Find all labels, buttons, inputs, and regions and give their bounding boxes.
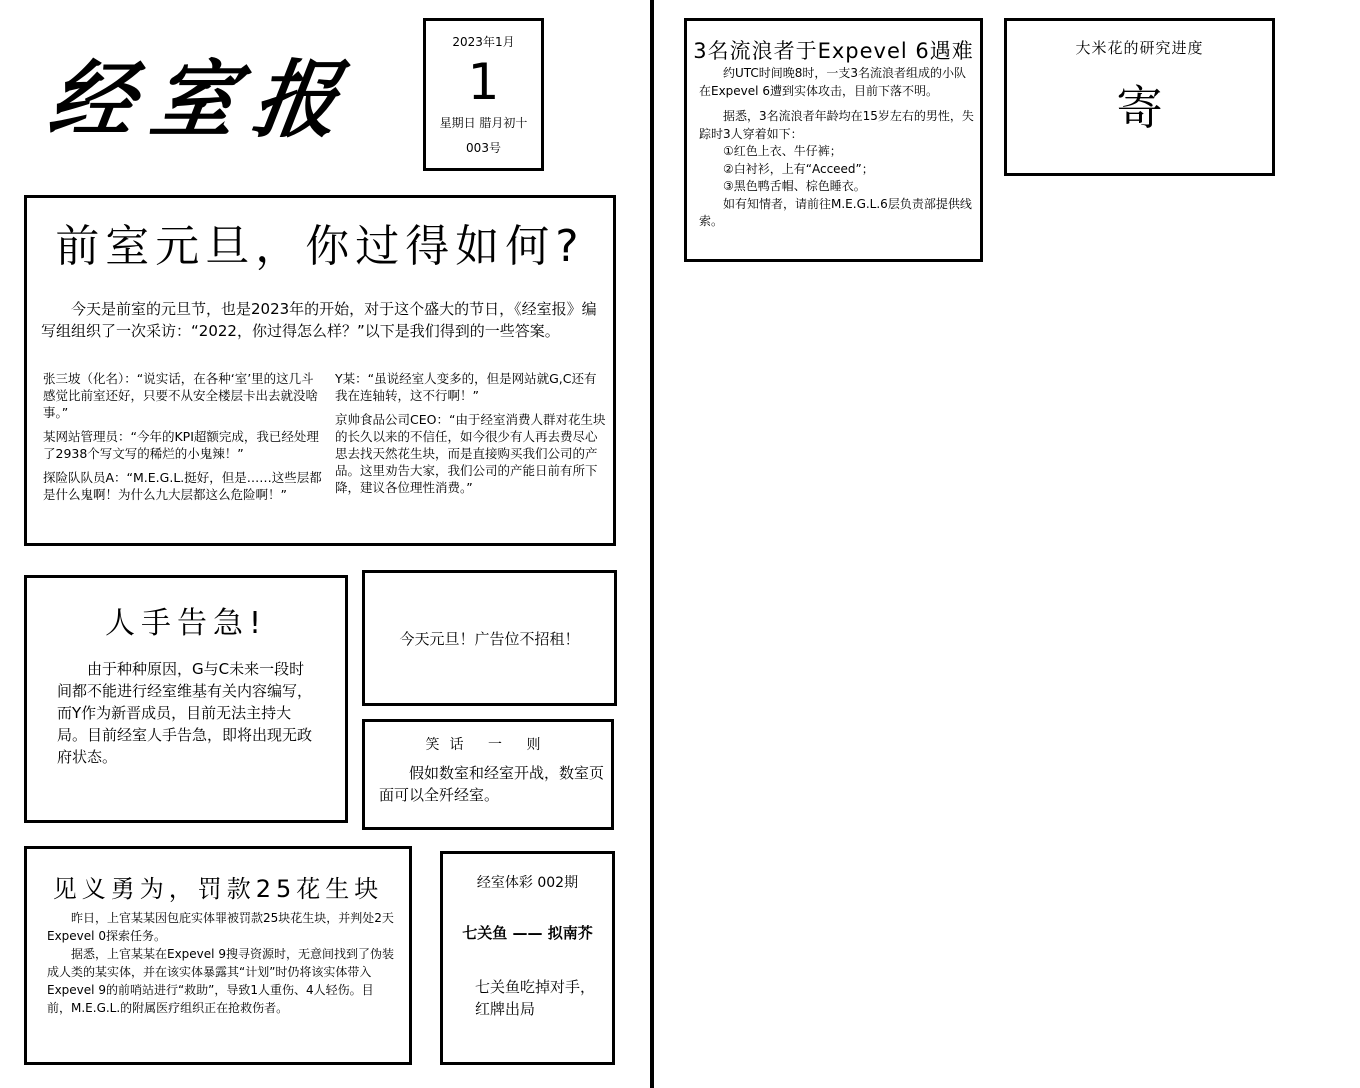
paragraph: 据悉，3名流浪者年龄均在15岁左右的男性，失踪时3人穿着如下：	[699, 109, 974, 141]
staff-shortage-article	[24, 575, 348, 823]
lottery-box	[440, 851, 615, 1065]
ad-box	[362, 570, 617, 706]
fine-body	[47, 909, 397, 1017]
research-title: 大米花的研究进度	[1075, 39, 1204, 57]
list-item: ②白衬衫，上有“Acceed”；	[723, 161, 874, 176]
list-item: ①红色上衣、牛仔裤；	[723, 144, 842, 158]
date-box	[423, 18, 544, 171]
staff-body: 由于种种原因，G与C未来一段时间都不能进行经室维基有关内容编写，而Y作为新晋成员，目前无法主持大局。目前经室人手告急，即将出现无政府状态。	[57, 660, 313, 766]
main-intro: 今天是前室的元旦节，也是2023年的开始，对于这个盛大的节日，《经室报》编写组组织了一次采访：“2022，你过得怎么样？”以下是我们得到的一些答案。	[41, 300, 597, 340]
lottery-result: 七关鱼吃掉对手，红牌出局	[475, 978, 596, 1018]
joke-body: 假如数室和经室开战，数室页面可以全歼经室。	[379, 764, 605, 804]
research-progress-box	[1004, 18, 1275, 176]
fine-article	[24, 846, 412, 1065]
missing-headline: 3名流浪者于Expevel 6遇难	[693, 39, 974, 63]
lottery-title: 经室体彩 002期	[476, 875, 579, 891]
lottery-matchup: 七关鱼 —— 拟南芥	[462, 924, 593, 942]
page-divider	[650, 0, 654, 1088]
masthead-title: 经室报	[43, 50, 364, 149]
quotes-left-column	[43, 370, 325, 510]
joke-box	[362, 719, 614, 830]
joke-title: 笑话 一 则	[425, 737, 551, 753]
research-status: 寄	[1116, 81, 1163, 135]
quote: 京帅食品公司CEO：“由于经室消费人群对花生块的长久以来的不信任，如今很少有人再去费尽心思去找天然花生块，而是直接购买我们公司的产品。这里劝告大家，我们公司的产能日前有所下降，建议各位理性消费。”	[335, 412, 606, 495]
missing-body	[699, 65, 974, 231]
date-day: 1	[467, 53, 500, 111]
paragraph: 据悉，上官某某在Expevel 9搜寻资源时，无意间找到了伪装成人类的某实体，并在该实体暴露其“计划”时仍将该实体带入Expevel 9的前哨站进行“救助”，导致1人重伤、4人轻伤。目前，M.E.G.L.的附属医疗组织正在抢救伤者。	[47, 947, 394, 1015]
main-headline: 前室元旦，你过得如何?	[55, 221, 585, 272]
quotes-right-column	[335, 370, 607, 503]
staff-headline: 人手告急!	[104, 606, 268, 641]
quote: 张三坡（化名）：“说实话，在各种‘室’里的这几斗感觉比前室还好，只要不从安全楼层卡出去就没啥事。”	[43, 371, 319, 420]
quote: 某网站管理员：“今年的KPI超额完成，我已经处理了2938个写文写的稀烂的小鬼辣！”	[43, 429, 319, 461]
ad-text: 今天元旦！广告位不招租！	[399, 630, 580, 648]
paragraph: 昨日，上官某某因包庇实体罪被罚款25块花生块，并判处2天Expevel 0探索任务。	[47, 911, 394, 943]
closing-paragraph: 如有知情者，请前往M.E.G.L.6层负责部提供线索。	[699, 196, 972, 228]
fine-headline: 见义勇为，罚款25花生块	[52, 875, 384, 903]
quote: Y某：“虽说经室人变多的，但是网站就G,C还有我在连轴转，这不行啊！”	[335, 371, 597, 403]
paragraph: 约UTC时间晚8时，一支3名流浪者组成的小队在Expevel 6遭到实体攻击，目前下落不明。	[699, 66, 967, 98]
quote: 探险队队员A：“M.E.G.L.挺好，但是……这些层都是什么鬼啊！为什么九大层都这么危险啊！”	[43, 470, 322, 502]
date-year-month: 2023年1月	[452, 35, 515, 49]
issue-number: 003号	[466, 141, 501, 155]
main-article	[24, 195, 616, 546]
missing-article	[684, 18, 983, 262]
date-weekday-lunar: 星期日 腊月初十	[439, 116, 528, 130]
list-item: ③黑色鸭舌帽、棕色睡衣。	[723, 179, 866, 193]
